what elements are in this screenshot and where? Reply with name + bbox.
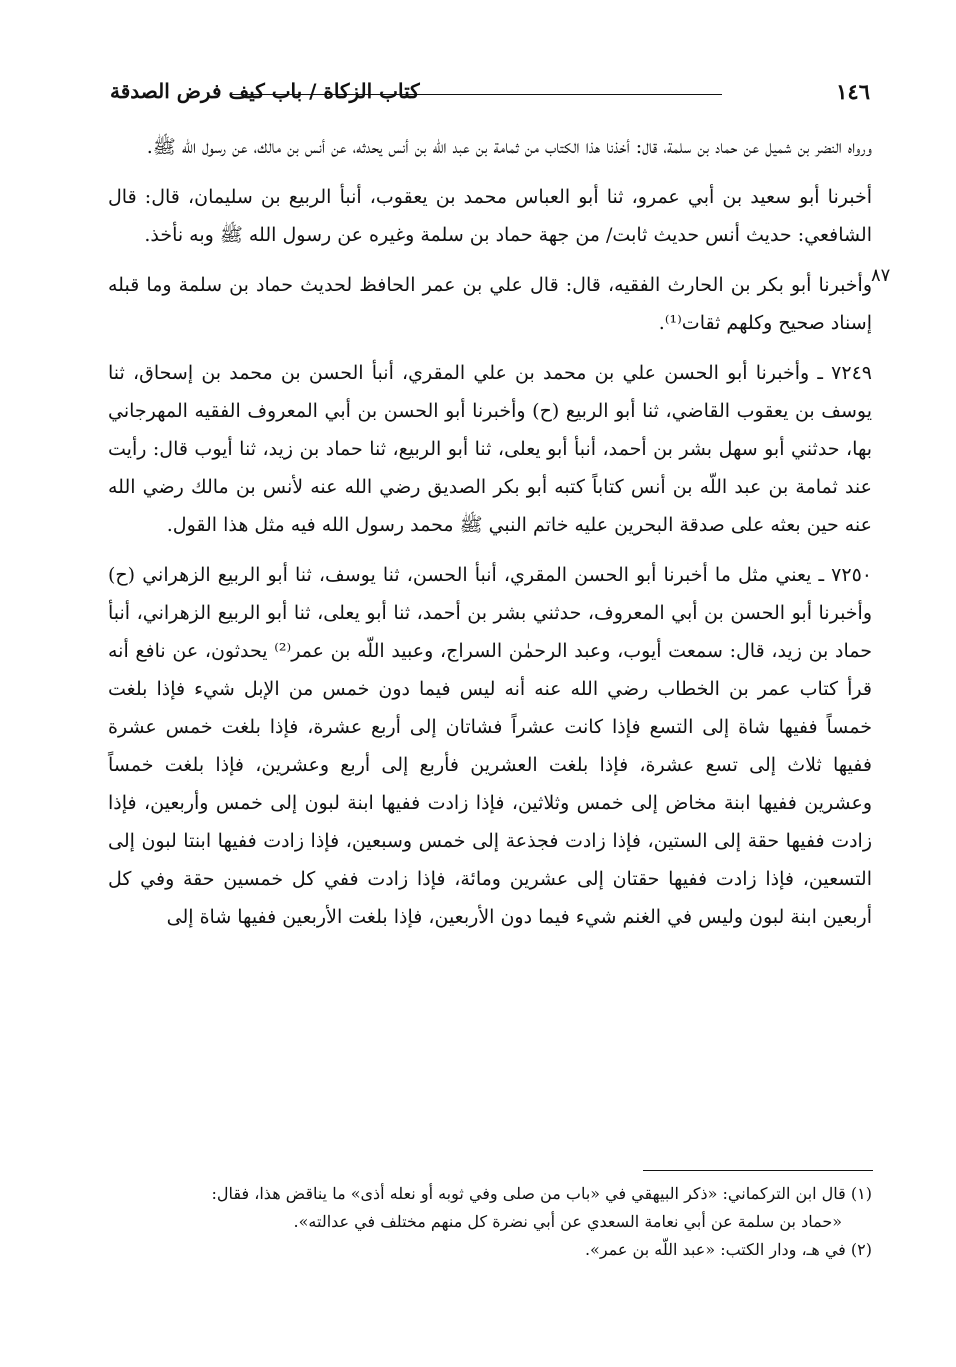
page-header — [110, 74, 870, 108]
margin-page-reference: ٨٧ — [871, 265, 891, 286]
footnote-rule — [643, 1170, 873, 1171]
paragraph-2: أخبرنا أبو سعيد بن أبي عمرو، ثنا أبو العباس محمد بن يعقوب، أنبأ الربيع بن سليمان، قال: قال الشافعي: حديث أنس حديث ثابت/ من جهة حماد بن سلمة وغيره عن رسول الله ﷺ وبه نأخذ. — [108, 186, 872, 246]
footnote-2: (٢) في هـ، ودار الكتب: «عبد اللّه بن عمر». — [584, 1240, 872, 1259]
footnote-1: (١) قال ابن التركماني: «ذكر البيهقي في «باب من صلى وفي ثوبه أو نعله أذى» ما يناقض هذا، فقال: — [211, 1184, 872, 1203]
running-title: كتاب الزكاة / باب كيف فرض الصدقة — [110, 79, 420, 103]
paragraph-1: ورواه النضر بن شميل عن حماد بن سلمة، قال: أخذنا هذا الكتاب من ثمامة بن عبد اللّه بن أنس يحدثه، عن أنس بن مالك، عن رسول الله ﷺ. — [146, 136, 872, 158]
paragraph-3: وأخبرنا أبو بكر بن الحارث الفقيه، قال: قال علي بن عمر الحافظ لحديث حماد بن سلمة وما قبله إسناد صحيح وكلهم ثقات⁽¹⁾. — [108, 274, 872, 334]
footnotes — [108, 1180, 872, 1264]
paragraph-hadith-7250: ٧٢٥٠ ـ يعني مثل ما أخبرنا أبو الحسن المقري، أنبأ الحسن، ثنا يوسف، ثنا أبو الربيع الزهراني (ح) وأخبرنا أبو الحسن بن أبي المعروف، حدثني بشر بن أحمد، ثنا أبو يعلى، ثنا أبو الربيع الزهراني، أنبأ حماد بن زيد، قال: سمعت أيوب، وعبد الرحمٰن السراج، وعبيد اللّه بن عمر⁽²⁾ يحدثون، عن نافع أنه قرأ كتاب عمر بن الخطاب رضي الله عنه أنه ليس فيما دون خمس من الإبل شيء فإذا بلغت خمساً ففيها شاة إلى التسع فإذا كانت عشراً فشاتان إلى أربع عشرة، فإذا بلغت خمس عشرة ففيها ثلاث إلى تسع عشرة، فإذا بلغت العشرين فأربع إلى أربع وعشرين، فإذا بلغت خمساً وعشرين ففيها ابنة مخاض إلى خمس وثلاثين، فإذا زادت ففيها ابنة لبون إلى خمس وأربعين، فإذا زادت ففيها حقة إلى الستين، فإذا زادت فجذعة إلى خمس وسبعين، فإذا زادت ففيها ابنتا لبون إلى التسعين، فإذا زادت ففيها حقتان إلى عشرين ومائة، فإذا زادت ففي كل خمسين حقة وفي كل أربعين ابنة لبون وليس في الغنم شيء فيما دون الأربعين، فإذا بلغت الأربعين ففيها شاة إلى — [108, 564, 872, 928]
footnote-1-continuation: «حماد بن سلمة عن أبي نعامة السعدي عن أبي نضرة كل منهم مختلف في عدالته». — [293, 1212, 842, 1231]
page-number: ١٤٦ — [836, 78, 870, 104]
header-rule — [232, 94, 722, 95]
paragraph-hadith-7249: ٧٢٤٩ ـ وأخبرنا أبو الحسن علي بن محمد بن علي المقري، أنبأ الحسن بن محمد بن إسحاق، ثنا يوسف بن يعقوب القاضي، ثنا أبو الربيع (ح) وأخبرنا أبو الحسن بن أبي المعروف الفقيه المهرجاني بها، حدثني أبو سهل بشر بن أحمد، أنبأ أبو يعلى، ثنا أبو الربيع، ثنا حماد بن زيد، ثنا أيوب قال: رأيت عند ثمامة بن عبد اللّه بن أنس كتاباً كتبه أبو بكر الصديق رضي الله عنه لأنس بن مالك رضي الله عنه حين بعثه على صدقة البحرين عليه خاتم النبي ﷺ محمد رسول الله فيه مثل هذا القول. — [108, 362, 872, 536]
main-text — [108, 128, 872, 936]
